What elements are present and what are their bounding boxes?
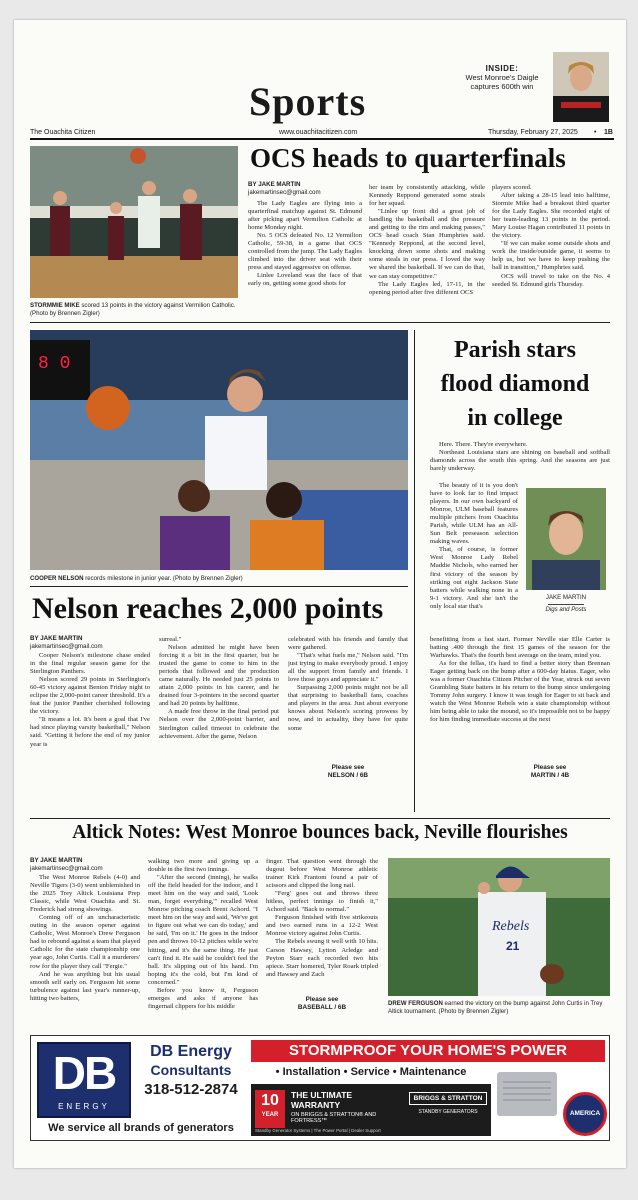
inside-text: West Monroe's Daigle captures 600th win: [465, 73, 539, 91]
martin-jump-link[interactable]: Please see MARTIN / 4B: [530, 764, 570, 779]
warranty-box: [251, 1084, 491, 1136]
section-masthead: Sports: [249, 79, 367, 124]
svg-text:8 0: 8 0: [38, 354, 71, 374]
parish-lead: Here. There. They're everywhere. Northeast Louisiana stars are shining on baseball and softball diamonds across the south this spring. And the seasons are just barely underway.: [430, 441, 610, 473]
folio-bar: [30, 128, 614, 140]
db-energy-logo: DB ENERGY: [37, 1042, 131, 1118]
nelson-headline: Nelson reaches 2,000 points: [32, 592, 384, 625]
ten-year-badge: 10 YEAR: [255, 1090, 285, 1128]
generator-image: [495, 1066, 559, 1120]
inside-label: INSIDE:: [485, 64, 519, 73]
divider: [30, 818, 610, 819]
divider: [30, 586, 408, 587]
ad-banner: STORMPROOF YOUR HOME'S POWER: [251, 1040, 605, 1062]
parish-full-text: benefitting from a fast start. Former Neville star Elle Carter is batting .400 through the first 15 games of the season for the Warhawks. That's the fourth best average on the team, mind you. As for the fellas, it's hard to find a better story than Brennan Eager getting back on the bump after a 600-day hiatus. Eager, who was a former Ouachita Citizen Pitcher of the Year, struck out seven Grambling State batters in his return to the bump since undergoing Tommy John surgery. I know it was tough for Eager to sit back and watch the West Monroe Rebels win a state championship without him being able to take the mound, so it's impossible not to be happy for him finding immediate success at the next: [430, 636, 610, 724]
ferguson-photo: [388, 858, 610, 996]
parish-wrap-text: The beauty of it is you don't have to look far to find impact players. In our own backyard of Monroe, ULM baseball features multiple pitchers from Ouachita Parish, while ULM has an All-Sun Belt preseason selection making waves. That, of course, is former West Monroe Lady Rebel Maddie Nichols, who earned her first victory of the season by striking out eight Jackson State batters while walking none in a 9-1 victory. And she isn't the only local star that's: [430, 482, 518, 610]
warranty-text: THE ULTIMATE WARRANTY ON BRIGGS & STRATTON® AND FORTRESS™: [291, 1090, 377, 1124]
nelson-jump-link[interactable]: Please see NELSON / 6B: [327, 764, 369, 779]
divider: [30, 322, 610, 323]
columnist-photo: [526, 488, 606, 590]
made-in-america-badge: AMERICA: [563, 1092, 607, 1136]
ocs-col-2: her team by consistently attacking, while Kennedy Reppond generated some steals for her squad. "Linlee up front did a great job of handling the basketball and the pressure and getting to the rim and making passes," OCS head coach Stan Humphries said. "Kennedy Reppond, at the second level, knocking down some shots and making some steals in our press. I loved the way we shared the basketball. If we can do that, we can stay competitive." The Lady Eagles led, 17-11, in the opening period after five different OCS: [369, 184, 485, 296]
svg-text:Rebels: Rebels: [492, 919, 530, 934]
ad-services: • Installation • Service • Maintenance: [275, 1066, 467, 1078]
columnist-label: JAKE MARTIN Digs and Posts: [545, 594, 587, 613]
inside-teaser: [452, 64, 552, 91]
nelson-col-2: surreal." Nelson admitted he might have been forcing it a bit in the first quarter, but he trusted the game to come to him in the periods that followed and the production came naturally. He needed just 25 points to attain 2,000 points in his career, and he drained four 3-pointers in the second quarter and had 20 points by halftime. A made free throw in the final period put Nelson over the 2,000-point barrier, and Sterlington called timeout to celebrate the achievement. After the game, Nelson: [159, 636, 279, 740]
ocs-caption: STORMMIE MIKE scored 13 points in the victory against Vermilion Catholic. (Photo by Brennen Zigler): [30, 302, 236, 317]
nelson-col-3: celebrated with his friends and family that were gathered. "That's what fuels me," Nelson said. "I'm just trying to make everybody proud. I enjoy all the support from family and friends. I love those guys and appreciate it." Surpassing 2,000 points might not be all that surprising to basketball fans, coaches and players in the area. Just about everyone knows about Nelson's scoring prowess by now, and in actuality, they have for quite some: [288, 636, 408, 732]
nelson-caption: COOPER NELSON records milestone in junior year. (Photo by Brennen Zigler): [30, 575, 243, 582]
issue-date: Thursday, February 27, 2025: [488, 129, 578, 136]
paper-name: The Ouachita Citizen: [30, 129, 96, 136]
paper-url[interactable]: www.ouachitacitizen.com: [279, 129, 358, 136]
altick-col-3: finger. That question went through the dugout before West Monroe athletic trainer Kirk Frantom found a pair of scissors and clipped the long nail. "Ferg' goes out and throws three hitless, perfect innings to finish it," Achord said. "Back to normal." Ferguson finished with five strikeouts and two earned runs in a 12-2 West Monroe victory against John Curtis. The Rebels swung it well with 10 hits. Carson Hawsey, Lytton Arledge and Peyton Starr each recorded two hits apiece. Starr homered, Tyler Roark tripled and Hawsey and Zach: [266, 858, 378, 978]
page-number: 1B: [604, 129, 613, 136]
altick-col-2: walking two more and giving up a double in the first two innings. "After the second (inning), he walks off the field headed for the indoor, and I meet him on the way and said, 'Look man, forget everything,'" recalled West Monroe pitching coach Brent Achord. "I meet him on the way and said, 'We've got to figure out what we can do today,' and he said, 'I'm on it.' He goes in the indoor pen and throws 10-12 pitches while we're hitting, and it's the same thing. He just can't find it. He said he couldn't feel the ball. It's slipping out of his hand. I'm hoping it's the cold, but I'm kind of concerned." Before you know it, Ferguson emerges and asks if anyone has fingernail clippers for his middle: [148, 858, 258, 1010]
ocs-headline: OCS heads to quarterfinals: [250, 143, 566, 173]
inside-teaser-photo: [553, 52, 609, 122]
nelson-email[interactable]: jakemartinsec@gmail.com: [30, 643, 103, 650]
ocs-photo: [30, 146, 238, 298]
parish-headline: Parish stars flood diamond in college: [440, 337, 590, 431]
caption-name: STORMMIE MIKE: [30, 302, 80, 309]
ferguson-caption: DREW FERGUSON earned the victory on the bump against John Curtis in Trey Altick tournament. (Photo by Brennen Zigler): [388, 1000, 603, 1015]
svg-text:21: 21: [506, 939, 520, 953]
warranty-small: Standby Generator Systems | The Power Portal | Dealer Support: [255, 1128, 381, 1133]
ocs-email[interactable]: jakemartinsec@gmail.com: [248, 189, 321, 196]
ad-tagline: We service all brands of generators: [48, 1122, 234, 1134]
db-energy-ad[interactable]: [30, 1035, 610, 1141]
altick-email[interactable]: jakemartinsec@gmail.com: [30, 865, 103, 872]
ocs-col-3: players scored. After taking a 28-15 lead into halftime, Stormie Mike had a breakout third quarter for the Lady Eagles. She recorded eight of her team-leading 13 points in the period. Mary Louise Hagan contributed 11 points in the victory. "If we can make some outside shots and work the inside/outside game, it seems to help us, but we have to keep pushing the ball in transition," Humphries said. OCS will travel to take on the No. 4 seeded St. Edmund girls Thursday.: [492, 184, 610, 288]
briggs-logo: BRIGGS & STRATTON STANDBY GENERATORS: [409, 1092, 487, 1115]
ad-company: DB Energy Consultants 318-512-2874: [139, 1042, 243, 1101]
baseball-jump-link[interactable]: Please see BASEBALL / 6B: [297, 996, 347, 1011]
ocs-byline: BY JAKE MARTIN jakemartinsec@gmail.com: [248, 181, 321, 196]
nelson-photo: [30, 330, 408, 570]
altick-headline: Altick Notes: West Monroe bounces back, Neville flourishes: [72, 822, 568, 843]
ocs-col-1: The Lady Eagles are flying into a quarterfinal matchup against St. Edmund after picking apart Vermilion Catholic at home Monday night. No. 5 OCS defeated No. 12 Vermilion Catholic, 59-38, in a game that OCS controlled from the jump. The Lady Eagles climbed into the driver seat with their press and stayed aggressive on offense. Linlee Loveland was the face of that early on, getting some good shots for: [248, 200, 362, 288]
column-rule: [414, 330, 415, 812]
folio-separator: •: [594, 129, 597, 136]
ad-phone[interactable]: 318-512-2874: [144, 1081, 238, 1098]
nelson-byline: BY JAKE MARTIN jakemartinsec@gmail.com: [30, 635, 103, 650]
altick-col-1: The West Monroe Rebels (4-0) and Neville Tigers (3-0) went unblemished in the 2025 Trey Altick Louisiana Prep Classic, while West Ouachita and St. Frederick had strong showings. Coming off of an uncharacteristic outing in the season opener against Catholic, West Monroe's Drew Ferguson had to rebound against a team that played Catholic for the state championship one year ago, John Curtis. Call it a murderers' row for the player they call "Fergie." And he was anything but his usual smooth self early on. Ferguson hit some turbulence against last year's runner-up, hitting two batters,: [30, 874, 140, 1002]
nelson-col-1: Cooper Nelson's milestone chase ended in the final regular season game for the Sterlington Panthers. Nelson scored 29 points in Sterlington's 60-45 victory against Benton Friday night to eclipse the 2,000-point career threshold. It's a feat the junior Panther cherished following the victory. "It means a lot. It's been a goal that I've had since playing varsity basketball," Nelson said. "Getting it before the end of my junior year is: [30, 652, 150, 748]
altick-byline: BY JAKE MARTIN jakemartinsec@gmail.com: [30, 857, 103, 872]
